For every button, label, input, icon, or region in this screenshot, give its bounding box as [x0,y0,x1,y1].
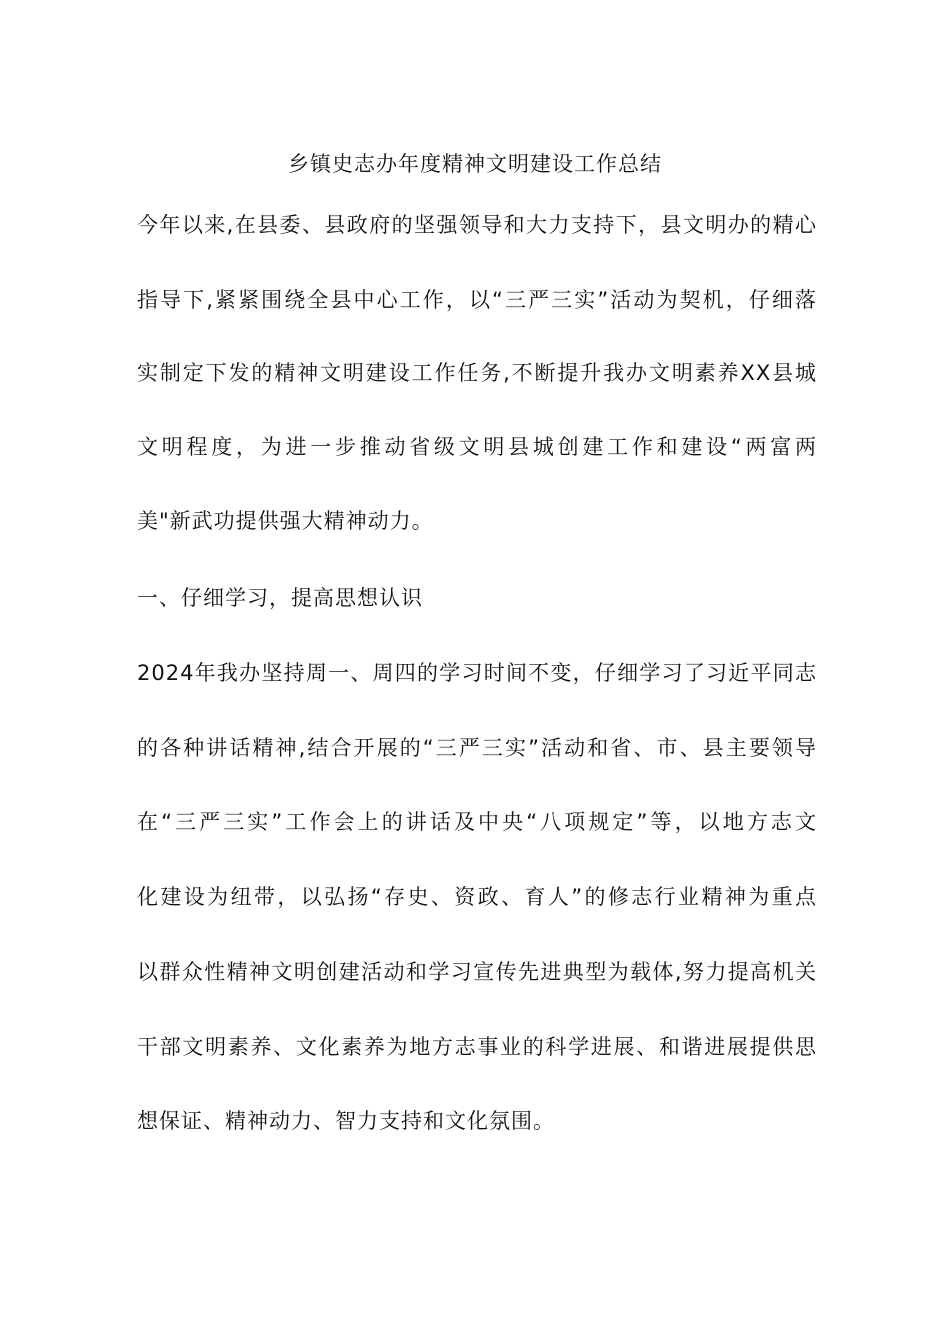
paragraph-line: 在“三严三实”工作会上的讲话及中央“八项规定”等，以地方志文 [137,810,817,834]
paragraph-line: 实制定下发的精神文明建设工作任务,不断提升我办文明素养XX县城 [137,361,817,385]
document-title: 乡镇史志办年度精神文明建设工作总结 [288,152,662,176]
paragraph-line: 的各种讲话精神,结合开展的“三严三实”活动和省、市、县主要领导 [137,736,817,760]
paragraph-line: 美"新武功提供强大精神动力。 [137,509,434,533]
paragraph-line: 想保证、精神动力、智力支持和文化氛围。 [137,1109,555,1133]
paragraph-line: 今年以来,在县委、县政府的坚强领导和大力支持下，县文明办的精心 [137,213,817,237]
section-heading: 一、仔细学习，提高思想认识 [137,586,423,610]
paragraph-line: 文明程度，为进一步推动省级文明县城创建工作和建设“两富两 [137,435,817,459]
paragraph-line: 以群众性精神文明创建活动和学习宣传先进典型为载体,努力提高机关 [137,960,817,984]
paragraph-line: 指导下,紧紧围绕全县中心工作，以“三严三实”活动为契机，仔细落 [137,288,817,312]
paragraph-line: 2024年我办坚持周一、周四的学习时间不变，仔细学习了习近平同志 [137,661,817,685]
paragraph-line: 化建设为纽带，以弘扬“存史、资政、育人”的修志行业精神为重点 [137,885,817,909]
paragraph-line: 干部文明素养、文化素养为地方志事业的科学进展、和谐进展提供思 [137,1035,817,1059]
